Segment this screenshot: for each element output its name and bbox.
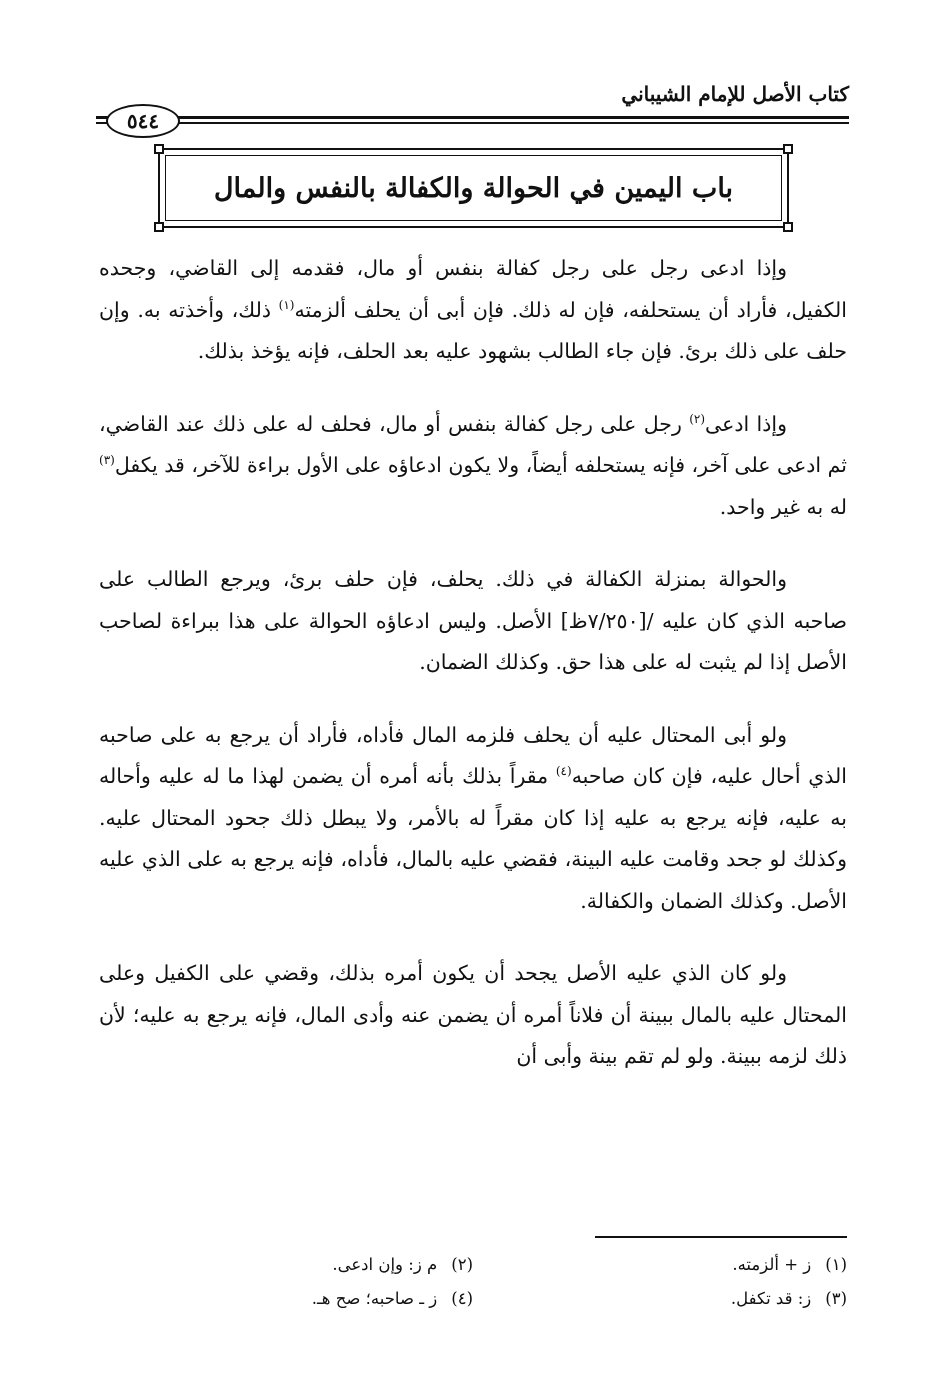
text-run: وإذا ادعى <box>705 411 787 436</box>
footnote-ref: (٤) <box>555 764 572 779</box>
footnote-3 <box>473 1284 847 1314</box>
header-rule-thin <box>96 122 849 124</box>
footnote-2 <box>99 1250 473 1280</box>
paragraph-5 <box>99 953 847 1078</box>
frame-corner-ornament <box>154 144 164 154</box>
paragraph-1 <box>99 248 847 373</box>
running-header <box>96 82 849 134</box>
page-number: ٥٤٤ <box>106 104 180 138</box>
paragraph-2 <box>99 404 847 529</box>
text-run: ذلك، وأخذته به. وإن حلف على ذلك برئ. فإن جاء الطالب بشهود عليه بعد الحلف، فإنه يؤخذ بذلك. <box>99 297 847 363</box>
footnote-number: (٢) <box>451 1255 473 1274</box>
footnote-ref: (٢) <box>689 411 706 426</box>
paragraph-4 <box>99 715 847 923</box>
frame-corner-ornament <box>783 144 793 154</box>
text-run: له به غير واحد. <box>719 494 847 519</box>
chapter-title-frame <box>158 148 789 228</box>
footnote-text: م ز: وإن ادعى. <box>332 1255 438 1274</box>
footnote-number: (٤) <box>451 1289 473 1308</box>
footnote-text: ز ـ صاحبه؛ صح هـ. <box>311 1289 438 1308</box>
text-run: مقراً بذلك بأنه أمره أن يضمن لهذا ما له عليه وأحاله به عليه، فإنه يرجع به عليه إذا كان مقراً له بالأمر، ولا يبطل ذلك جحود المحتال عليه. وكذلك لو جحد وقامت عليه البينة، فقضي عليه بالمال، فأداه، فإنه يرجع به على الذي عليه الأصل. وكذلك الضمان والكفالة. <box>99 764 847 913</box>
text-run: ولو كان الذي عليه الأصل يجحد أن يكون أمره بذلك، وقضي على الكفيل وعلى المحتال عليه بالمال ببينة أن فلاناً أمره أن يضمن عنه وأدى المال، فإنه يرجع به عليه؛ لأن ذلك لزمه ببينة. ولو لم تقم بينة وأبى أن <box>99 961 847 1068</box>
frame-corner-ornament <box>154 222 164 232</box>
footnote-1 <box>473 1250 847 1280</box>
footnotes <box>99 1250 847 1314</box>
paragraph-3 <box>99 559 847 684</box>
footnote-separator <box>595 1236 847 1238</box>
footnote-ref: (١) <box>278 297 295 312</box>
frame-corner-ornament <box>783 222 793 232</box>
footnote-text: ز + ألزمته. <box>732 1255 812 1274</box>
text-run: ولو أبى المحتال عليه أن يحلف فلزمه المال فأداه، فأراد أن يرجع به على صاحبه الذي أحال عليه، فإن كان صاحبه <box>99 722 847 788</box>
footnote-text: ز: قد تكفل. <box>730 1289 812 1308</box>
footnote-4 <box>99 1284 473 1314</box>
footnote-number: (١) <box>825 1255 847 1274</box>
body-text <box>99 248 847 1109</box>
chapter-title: باب اليمين في الحوالة والكفالة بالنفس والمال <box>213 172 734 204</box>
footnote-ref: (٣) <box>99 453 115 468</box>
text-run: رجل على رجل كفالة بنفس أو مال، فحلف له على ذلك عند القاضي، ثم ادعى على آخر، فإنه يستحلفه أيضاً، ولا يكون ادعاؤه على الأول براءة للآخر، قد يكفل <box>99 411 847 477</box>
chapter-title-inner-frame <box>165 155 782 221</box>
header-rule <box>96 116 849 119</box>
footnote-number: (٣) <box>825 1289 847 1308</box>
text-run: وإذا ادعى رجل على رجل كفالة بنفس أو مال، فقدمه إلى القاضي، وجحده الكفيل، فأراد أن يستحلفه، فإن له ذلك. فإن أبى أن يحلف ألزمته <box>99 256 848 322</box>
book-title: كتاب الأصل للإمام الشيباني <box>621 82 849 106</box>
text-run: والحوالة بمنزلة الكفالة في ذلك. يحلف، فإن حلف برئ، ويرجع الطالب على صاحبه الذي كان عليه /[٧/٢٥٠ظ] الأصل. وليس ادعاؤه الحوالة على هذا ببراءة لصاحب الأصل إذا لم يثبت له على هذا حق. وكذلك الضمان. <box>99 567 847 674</box>
